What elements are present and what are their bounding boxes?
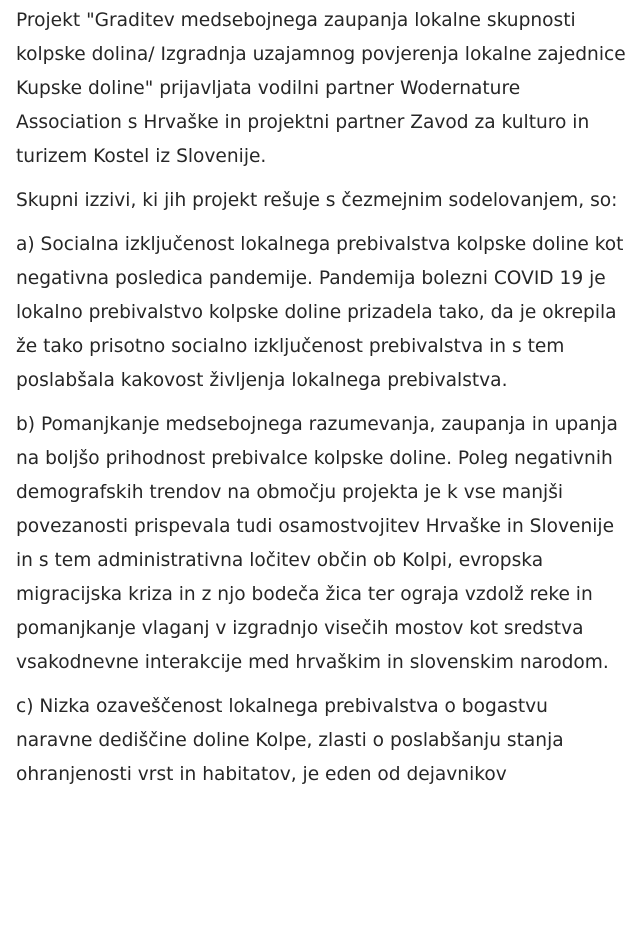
paragraph-challenge-c: c) Nizka ozaveščenost lokalnega prebivalstva o bogastvu naravne dediščine doline Kolpe, zlasti o poslabšanju stanja ohranjenosti vrst in habitatov, je eden od dejavnikov [16,696,564,785]
paragraph-challenge-a: a) Socialna izključenost lokalnega prebivalstva kolpske doline kot negativna posledica pandemije. Pandemija bolezni COVID 19 je lokalno prebivalstvo kolpske doline prizadela tako, da je okrepila že tako prisotno socialno izključenost prebivalstva in s tem poslabšala kakovost življenja lokalnega prebivalstva. [16,234,624,391]
paragraph-challenge-b: b) Pomanjkanje medsebojnega razumevanja, zaupanja in upanja na boljšo prihodnost prebivalce kolpske doline. Poleg negativnih demografskih trendov na območju projekta je k vse manjši povezanosti prispevala tudi osamostvojitev Hrvaške in Slovenije in s tem administrativna ločitev občin ob Kolpi, evropska migracijska kriza in z njo bodeča žica ter ograja vzdolž reke in pomanjkanje vlaganj v izgradnjo visečih mostov kot sredstva vsakodnevne interakcije med hrvaškim in slovenskim narodom. [16,414,618,673]
document-body [16,4,626,802]
paragraph-intro: Projekt "Graditev medsebojnega zaupanja lokalne skupnosti kolpske dolina/ Izgradnja uzajamnog povjerenja lokalne zajednice Kupske doline" prijavljata vodilni partner Wodernature Association s Hrvaške in projektni partner Zavod za kulturo in turizem Kostel iz Slovenije. [16,10,626,167]
paragraph-challenges-lead: Skupni izzivi, ki jih projekt rešuje s čezmejnim sodelovanjem, so: [16,190,618,211]
